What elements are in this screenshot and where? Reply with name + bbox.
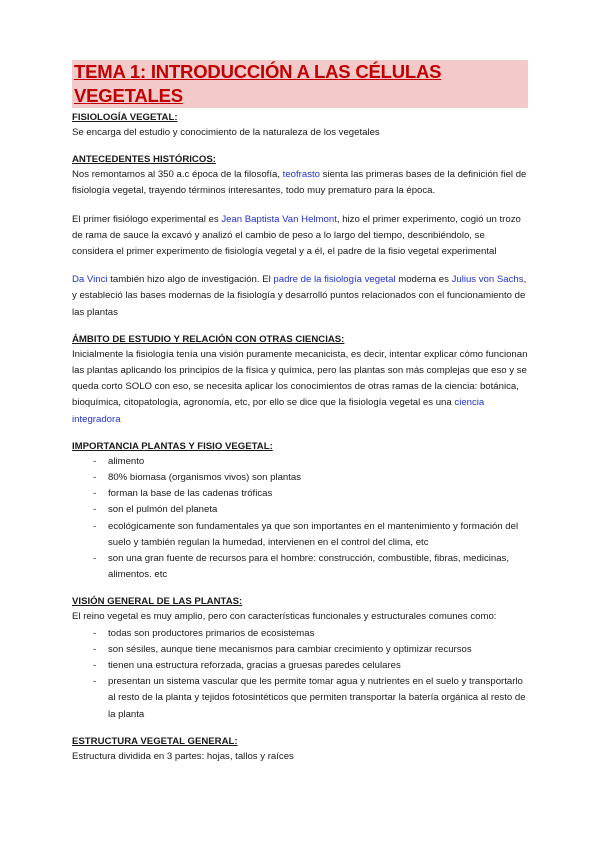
highlight-padre-fisiologia: padre de la fisiología vegetal — [273, 274, 396, 286]
antecedentes-paragraph-1 — [72, 167, 528, 199]
text-run: Inicialmente la fisiología tenía una visión puramente mecanicista, es decir, intentar explicar cómo funcionan las plantas aplicando los principios de la física y química, pero las plantas son más complejas que eso y se queda corto SOLO con eso, se necesita aplicar los conocimientos de otras ramas de la ciencia: botánica, bioquímica, citopatología, agronomía, etc, por ello se dice que la fisiología vegetal es una — [72, 348, 528, 409]
highlight-van-helmont: Jean Baptista Van Helmont — [221, 213, 337, 225]
importancia-list — [72, 454, 528, 584]
list-item: - ecológicamente son fundamentales ya que son importantes en el mantenimiento y formación del suelo y también regulan la humedad, intervienen en el control del clima, etc — [93, 519, 528, 551]
heading-importancia: IMPORTANCIA PLANTAS Y FISIO VEGETAL: — [72, 440, 273, 452]
heading-antecedentes: ANTECEDENTES HISTÓRICOS: — [72, 154, 216, 166]
heading-estructura: ESTRUCTURA VEGETAL GENERAL: — [72, 735, 238, 747]
text-run: también hizo algo de investigación. El — [107, 274, 274, 286]
ambito-text — [72, 347, 528, 428]
highlight-teofrasto: teofrasto — [282, 169, 320, 181]
page-title: TEMA 1: INTRODUCCIÓN A LAS CÉLULAS VEGETALES — [72, 60, 528, 108]
text-run: moderna es — [395, 274, 452, 286]
text-run: , hizo el primer experimento, cogió un trozo de rama de sauce la excavó y analizó el cambio de peso a lo largo del tiempo, describiéndolo, se considera el primer experimento de fisiología vegetal y a él, el padre de la fisio vegetal experimental — [72, 213, 521, 258]
highlight-julius-von-sachs: Julius von Sachs — [451, 274, 524, 286]
section-fisiologia — [72, 111, 528, 141]
list-item: - son una gran fuente de recursos para el hombre: construcción, combustible, fibras, medicinas, alimentos. etc — [93, 551, 528, 583]
list-item: - alimento — [93, 454, 528, 470]
estructura-text: Estructura dividida en 3 partes: hojas, tallos y raíces — [72, 750, 294, 762]
list-item: - forman la base de las cadenas tróficas — [93, 486, 528, 502]
highlight-da-vinci: Da Vinci — [72, 274, 108, 286]
section-ambito — [72, 333, 528, 428]
list-item: - tienen una estructura reforzada, gracias a gruesas paredes celulares — [93, 658, 528, 674]
heading-fisiologia: FISIOLOGÍA VEGETAL: — [72, 112, 178, 123]
heading-vision: VISIÓN GENERAL DE LAS PLANTAS: — [72, 596, 243, 608]
list-item: - 80% biomasa (organismos vivos) son plantas — [93, 470, 528, 486]
highlight-ciencia-integradora: ciencia integradora — [72, 397, 485, 425]
list-item: - son el pulmón del planeta — [93, 502, 528, 518]
section-estructura — [72, 735, 528, 765]
text-run: Nos remontamos al 350 a.c época de la filosofía, — [72, 169, 283, 181]
section-antecedentes — [72, 153, 528, 321]
list-item: - todas son productores primarios de ecosistemas — [93, 626, 528, 642]
text-run: , y estableció las bases modernas de la fisiología y desarrolló puntos relacionados con el funcionamiento de las plantas — [72, 274, 527, 318]
fisiologia-text: Se encarga del estudio y conocimiento de la naturaleza de los vegetales — [72, 127, 380, 138]
vision-intro: El reino vegetal es muy amplio, pero con características funcionales y estructurales comunes como: — [72, 611, 497, 623]
section-importancia — [72, 440, 528, 584]
heading-ambito: ÁMBITO DE ESTUDIO Y RELACIÓN CON OTRAS CIENCIAS: — [72, 333, 345, 345]
list-item: - son sésiles, aunque tiene mecanismos para cambiar crecimiento y optimizar recursos — [93, 642, 528, 658]
section-vision — [72, 595, 528, 722]
text-run: sienta las primeras bases de la definición fiel de fisiología vegetal, trayendo términos interesantes, todo muy prematuro para la época. — [72, 169, 527, 197]
vision-list — [72, 626, 528, 723]
antecedentes-paragraph-3 — [72, 272, 528, 321]
text-run: El primer fisiólogo experimental es — [72, 213, 222, 225]
list-item: - presentan un sistema vascular que les permite tomar agua y nutrientes en el suelo y transportarlo al resto de la planta y tejidos fotosintéticos que permiten transportar la batería orgánica al resto de la planta — [93, 674, 528, 723]
antecedentes-paragraph-2 — [72, 212, 528, 261]
